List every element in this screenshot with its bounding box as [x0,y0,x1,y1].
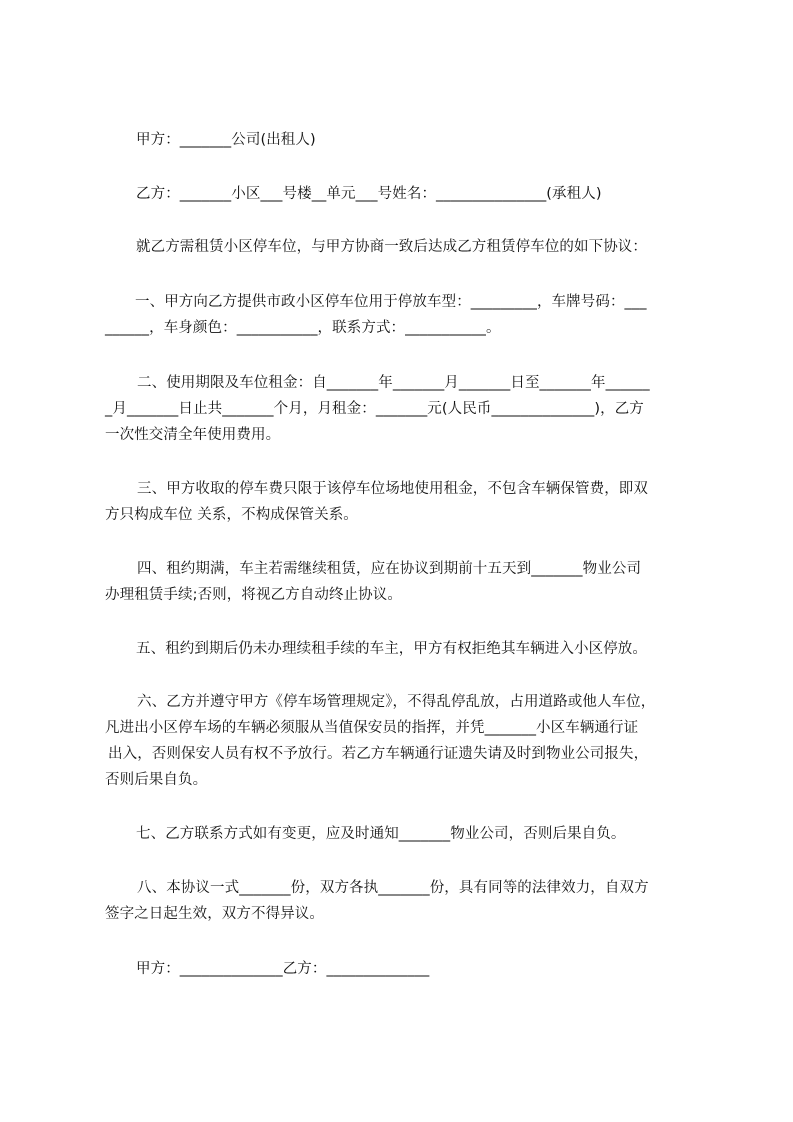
clause-3-line-2: 方只构成车位 关系，不构成保管关系。 [105,507,358,523]
clause-4-line-2: 办理租赁手续;否则，将视乙方自动终止协议。 [105,587,402,603]
clause-4-line-1: 四、租约期满，车主若需继续租赁，应在协议到期前十五天到_______物业公司 [137,561,642,577]
clause-8-line-2: 签字之日起生效，双方不得异议。 [105,906,324,922]
clause-4 [105,556,705,608]
clause-2-line-1: 二、使用期限及车位租金：自_______年_______月_______日至_______年______ [137,375,650,391]
clause-1-line-1: 一、甲方向乙方提供市政小区停车位用于停放车型：_________，车牌号码：___ [135,294,647,310]
party-b-line: 乙方：_______小区___号楼__单元___号姓名：_______________(承租人) [136,186,602,202]
clause-2 [105,370,705,448]
clause-1 [105,289,705,341]
clause-7: 七、乙方联系方式如有变更，应及时通知_______物业公司，否则后果自负。 [136,826,626,842]
clause-5: 五、租约到期后仍未办理续租手续的车主，甲方有权拒绝其车辆进入小区停放。 [136,641,647,657]
clause-8-line-1: 八、本协议一式_______份，双方各执_______份，具有同等的法律效力，自双方 [137,880,649,896]
clause-2-line-2: _月_______日止共_______个月，月租金：_______元(人民币______________)，乙方 [105,401,644,417]
clause-1-line-2: ______，车身颜色：___________，联系方式：___________。 [105,320,501,336]
clause-6-line-3: 出入，否则保安人员有权不予放行。若乙方车辆通行证遗失请及时到物业公司报失， [108,746,649,762]
clause-3-line-1: 三、甲方收取的停车费只限于该停车位场地使用租金，不包含车辆保管费，即双 [137,481,648,497]
clause-6-line-1: 六、乙方并遵守甲方《停车场管理规定》，不得乱停乱放，占用道路或他人车位， [137,694,656,710]
intro-line: 就乙方需租赁小区停车位，与甲方协商一致后达成乙方租赁停车位的如下协议： [136,239,647,255]
clause-8 [105,875,705,927]
signature-line: 甲方：______________乙方：______________ [136,961,430,977]
clause-6-line-2: 凡进出小区停车场的车辆必须服从当值保安员的指挥，并凭_______小区车辆通行证 [105,720,639,736]
clause-6 [105,689,705,793]
clause-2-line-3: 一次性交清全年使用费用。 [105,427,281,443]
clause-3 [105,476,705,528]
clause-6-line-4: 否则后果自负。 [105,772,208,788]
party-a-line: 甲方：_______公司(出租人) [136,132,316,148]
